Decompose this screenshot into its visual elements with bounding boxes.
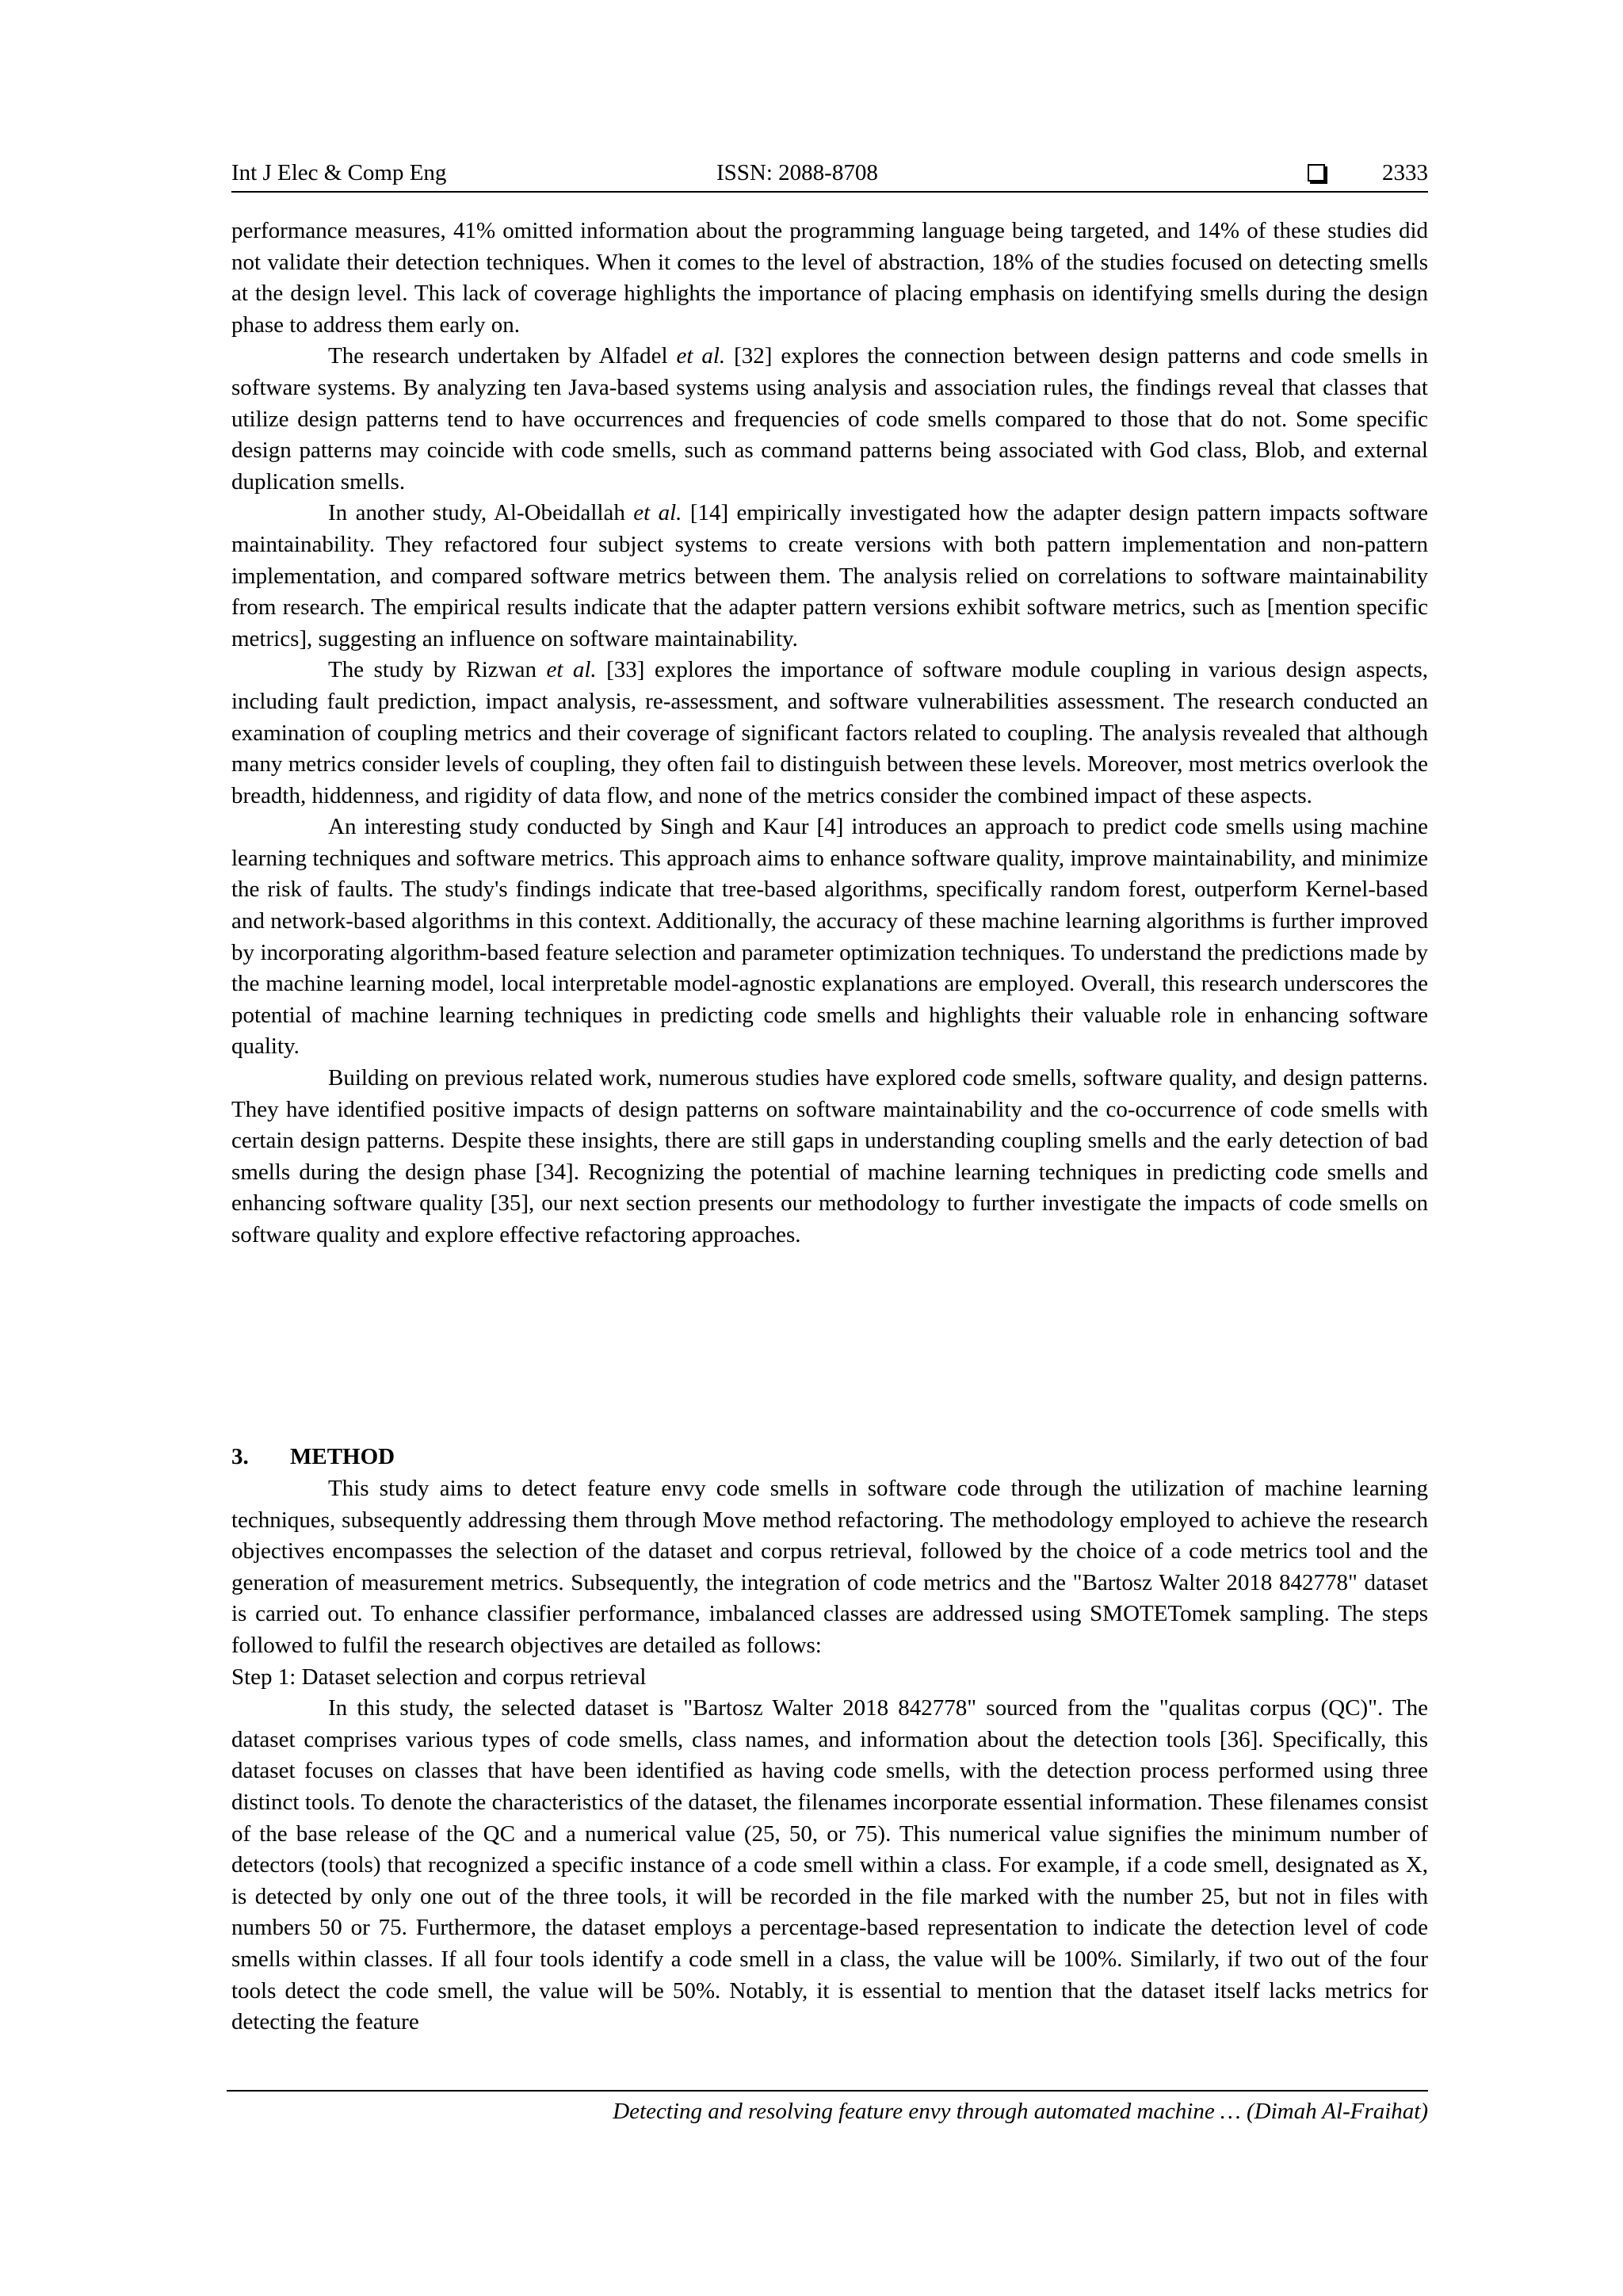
text-run: This study aims to detect feature envy code smells in software code through the utilization of machine learning techniques, subsequently addressing them through Move method refactoring. The methodology employed to achieve the research objectives encompasses the selection of the dataset and corpus retrieval, followed by the choice of a code metrics tool and the generation of measurement metrics. Subsequently, the integration of code metrics and the "Bartosz Walter 2018 842778" dataset is carried out. To enhance classifier performance, imbalanced classes are addressed using SMOTETomek sampling. The steps followed to fulfil the research objectives are detailed as follows: <box>231 1476 1428 1658</box>
italic-run: et al. <box>676 343 726 369</box>
text-run: An interesting study conducted by Singh and Kaur [4] introduces an approach to predict code smells using machine learning techniques and software metrics. This approach aims to enhance software quality, improve maintainability, and minimize the risk of faults. The study's findings indicate that tree-based algorithms, specifically random forest, outperform Kernel-based and network-based algorithms in this context. Additionally, the accuracy of these machine learning algorithms is further improved by incorporating algorithm-based feature selection and parameter optimization techniques. To understand the predictions made by the machine learning model, local interpretable model-agnostic explanations are employed. Overall, this research underscores the potential of machine learning techniques in predicting code smells and highlights their valuable role in enhancing software quality. <box>231 814 1428 1060</box>
paragraph <box>231 1473 1428 1662</box>
text-run: In another study, Al-Obeidallah <box>328 500 634 526</box>
section-number: 3. <box>231 1444 249 1469</box>
text-run: [32] explores the connection between design patterns and code smells in software systems. By analyzing ten Java-based systems using analysis and association rules, the findings reveal that classes that utilize design patterns tend to have occurrences and frequencies of code smells compared to those that do not. Some specific design patterns may coincide with code smells, such as command patterns being associated with God class, Blob, and external duplication smells. <box>231 343 1428 495</box>
paragraph <box>231 341 1428 498</box>
paragraph <box>231 1662 1428 1694</box>
text-run: [14] empirically investigated how the adapter design pattern impacts software maintainability. They refactored four subject systems to create versions with both pattern implementation and non-pattern implementation, and compared software metrics between them. The analysis relied on correlations to software maintainability from research. The empirical results indicate that the adapter pattern versions exhibit software metrics, such as [mention specific metrics], suggesting an influence on software maintainability. <box>231 500 1428 651</box>
running-title: Detecting and resolving feature envy through automated machine … (Dimah Al-Fraihat) <box>613 2099 1428 2124</box>
italic-run: et al. <box>633 500 682 526</box>
section-title: METHOD <box>290 1444 395 1469</box>
method-text <box>231 1473 1428 2038</box>
italic-run: et al. <box>546 657 597 683</box>
square-bullet-icon <box>1308 164 1325 181</box>
issn: ISSN: 2088-8708 <box>716 160 878 185</box>
page-number: 2333 <box>1382 160 1428 185</box>
text-run: performance measures, 41% omitted information about the programming language being targeted, and 14% of these studies did not validate their detection techniques. When it comes to the level of abstraction, 18% of the studies focused on detecting smells at the design level. This lack of coverage highlights the importance of placing emphasis on identifying smells during the design phase to address them early on. <box>231 218 1428 338</box>
text-run: Building on previous related work, numerous studies have explored code smells, software quality, and design patterns. They have identified positive impacts of design patterns on software maintainability and the co-occurrence of code smells with certain design patterns. Despite these insights, there are still gaps in understanding coupling smells and the early detection of bad smells during the design phase [34]. Recognizing the potential of machine learning techniques in predicting code smells and enhancing software quality [35], our next section presents our methodology to further investigate the impacts of code smells on software quality and explore effective refactoring approaches. <box>231 1065 1428 1247</box>
body-text <box>231 216 1428 1251</box>
text-run: [33] explores the importance of software module coupling in various design aspects, including fault prediction, impact analysis, re-assessment, and software vulnerabilities assessment. The research conducted an examination of coupling metrics and their coverage of significant factors related to coupling. The analysis revealed that although many metrics consider levels of coupling, they often fail to distinguish between these levels. Moreover, most metrics overlook the breadth, hiddenness, and rigidity of data flow, and none of the metrics consider the combined impact of these aspects. <box>231 657 1428 808</box>
text-run: The research undertaken by Alfadel <box>328 343 677 369</box>
paragraph <box>231 655 1428 812</box>
footer-rule <box>227 2090 1428 2092</box>
text-run: Step 1: Dataset selection and corpus retrieval <box>231 1664 647 1690</box>
text-run: The study by Rizwan <box>328 657 547 683</box>
paragraph <box>231 498 1428 655</box>
text-run: In this study, the selected dataset is "Bartosz Walter 2018 842778" sourced from the "qualitas corpus (QC)". The dataset comprises various types of code smells, class names, and information about the detection tools [36]. Specifically, this dataset focuses on classes that have been identified as having code smells, with the detection process performed using three distinct tools. To denote the characteristics of the dataset, the filenames incorporate essential information. These filenames consist of the base release of the QC and a numerical value (25, 50, or 75). This numerical value signifies the minimum number of detectors (tools) that recognized a specific instance of a code smell within a class. For example, if a code smell, designated as X, is detected by only one out of the three tools, it will be recorded in the file marked with the number 25, but not in files with numbers 50 or 75. Furthermore, the dataset employs a percentage-based representation to indicate the detection level of code smells within classes. If all four tools identify a code smell in a class, the value will be 100%. Similarly, if two out of the four tools detect the code smell, the value will be 50%. Notably, it is essential to mention that the dataset itself lacks metrics for detecting the feature <box>231 1695 1428 2035</box>
paragraph <box>231 1693 1428 2038</box>
paragraph <box>231 216 1428 341</box>
paragraph <box>231 812 1428 1063</box>
header-rule <box>231 191 1428 193</box>
journal-name: Int J Elec & Comp Eng <box>231 160 447 185</box>
page-header <box>231 155 1428 190</box>
section-heading <box>231 1441 395 1473</box>
paragraph <box>231 1063 1428 1251</box>
